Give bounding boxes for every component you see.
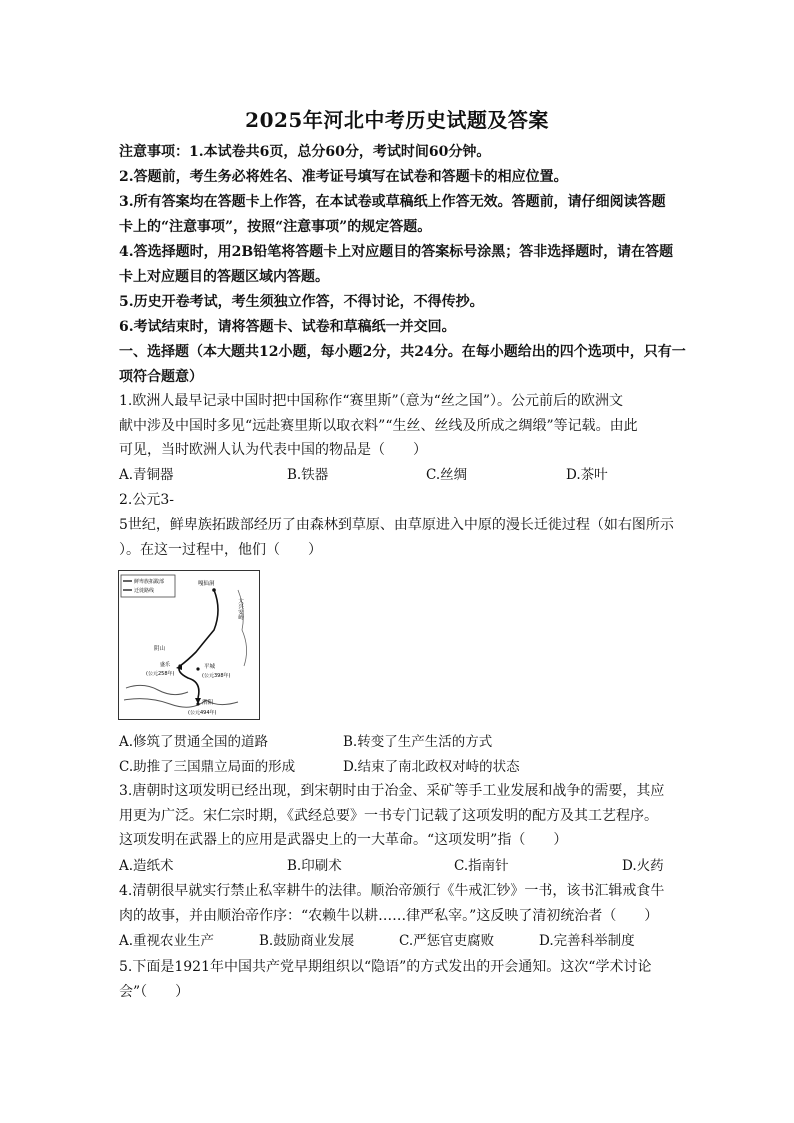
q2-option-c: C.助推了三国鼎立局面的形成 xyxy=(119,759,296,775)
q1-option-b: B.铁器 xyxy=(287,467,329,483)
map-place-label: 盛乐 xyxy=(160,662,171,668)
map-legend-label: 迁徙路线 xyxy=(134,588,155,594)
q2-option-d: D.结束了南北政权对峙的状态 xyxy=(343,759,520,775)
section-heading: 一、选择题（本大题共12小题，每小题2分，共24分。在每小题给出的四个选项中，只有一 xyxy=(119,344,686,360)
question-4-text: 肉的故事，并由顺治帝作序：“农赖牛以耕……律严私宰。”这反映了清初统治者（ ） xyxy=(119,908,659,924)
map-place-label: 大兴安岭 xyxy=(237,598,243,620)
question-5-text: 会”（ ） xyxy=(119,984,190,1000)
question-3-text: 用更为广泛。宋仁宗时期，《武经总要》一书专门记载了这项发明的配方及其工艺程序。 xyxy=(119,808,658,824)
migration-map xyxy=(118,570,260,720)
page-title: 2025年河北中考历史试题及答案 xyxy=(245,108,549,132)
q2-option-a: A.修筑了贯通全国的道路 xyxy=(119,734,269,750)
note-line: 4.答选择题时，用2B铅笔将答题卡上对应题目的答案标号涂黑；答非选择题时，请在答题 xyxy=(119,244,674,260)
q2-option-b: B.转变了生产生活的方式 xyxy=(343,734,493,750)
question-3-text: 3.唐朝时这项发明已经出现，到宋朝时由于冶金、采矿等手工业发展和战争的需要，其应 xyxy=(119,783,665,799)
map-place-label: 阴山 xyxy=(154,646,166,652)
q1-option-d: D.茶叶 xyxy=(566,467,608,483)
note-line: 5.历史开卷考试，考生须独立作答，不得讨论，不得传抄。 xyxy=(119,294,484,310)
question-5-text: 5.下面是1921年中国共产党早期组织以“隐语”的方式发出的开会通知。这次“学术讨论 xyxy=(119,959,652,975)
question-2-text: ）。在这一过程中，他们（ ） xyxy=(119,542,322,558)
map-legend-label: 鲜卑族拓跋部 xyxy=(134,579,165,585)
q4-option-b: B.鼓励商业发展 xyxy=(259,933,355,949)
note-line: 卡上的“注意事项”，按照“注意事项”的规定答题。 xyxy=(119,219,432,235)
map-place-label: 嘎仙洞 xyxy=(198,581,215,587)
q1-option-a: A.青铜器 xyxy=(119,467,174,483)
map-place-label: (公元258年) xyxy=(146,671,175,677)
question-1-text: 可见，当时欧洲人认为代表中国的物品是（ ） xyxy=(119,442,427,458)
q1-option-c: C.丝绸 xyxy=(426,467,468,483)
question-1-text: 献中涉及中国时多见“远赴赛里斯以取衣料”“生丝、丝线及所成之绸缎”等记载。由此 xyxy=(119,418,638,434)
q4-option-d: D.完善科举制度 xyxy=(539,933,635,949)
q3-option-d: D.火药 xyxy=(622,858,664,874)
q3-option-c: C.指南针 xyxy=(454,858,509,874)
map-place-label: 洛阳 xyxy=(202,700,214,706)
q3-option-b: B.印刷术 xyxy=(287,858,342,874)
map-place-label: (公元398年) xyxy=(202,673,231,679)
question-2-text: 2.公元3- xyxy=(119,492,174,508)
q4-option-c: C.严惩官吏腐败 xyxy=(399,933,495,949)
section-heading: 项符合题意） xyxy=(119,369,203,385)
q4-option-a: A.重视农业生产 xyxy=(119,933,215,949)
note-line: 6.考试结束时，请将答题卡、试卷和草稿纸一并交回。 xyxy=(119,319,456,335)
q3-option-a: A.造纸术 xyxy=(119,858,174,874)
note-line: 3.所有答案均在答题卡上作答，在本试卷或草稿纸上作答无效。答题前，请仔细阅读答题 xyxy=(119,194,666,210)
note-line: 注意事项：1.本试卷共6页，总分60分，考试时间60分钟。 xyxy=(119,144,491,160)
map-place-label: 平城 xyxy=(204,664,216,670)
note-line: 2.答题前，考生务必将姓名、准考证号填写在试卷和答题卡的相应位置。 xyxy=(119,169,568,185)
note-line: 卡上对应题目的答题区域内答题。 xyxy=(119,269,329,285)
question-1-text: 1.欧洲人最早记录中国时把中国称作“赛里斯”（意为“丝之国”）。公元前后的欧洲文 xyxy=(119,393,623,409)
map-place-label: (公元494年) xyxy=(188,710,217,716)
question-3-text: 这项发明在武器上的应用是武器史上的一大革命。“这项发明”指（ ） xyxy=(119,832,568,848)
question-4-text: 4.清朝很早就实行禁止私宰耕牛的法律。顺治帝颁行《牛戒汇钞》一书，该书汇辑戒食牛 xyxy=(119,883,665,899)
question-2-text: 5世纪，鲜卑族拓跋部经历了由森林到草原、由草原进入中原的漫长迁徙过程（如右图所示 xyxy=(119,517,674,533)
